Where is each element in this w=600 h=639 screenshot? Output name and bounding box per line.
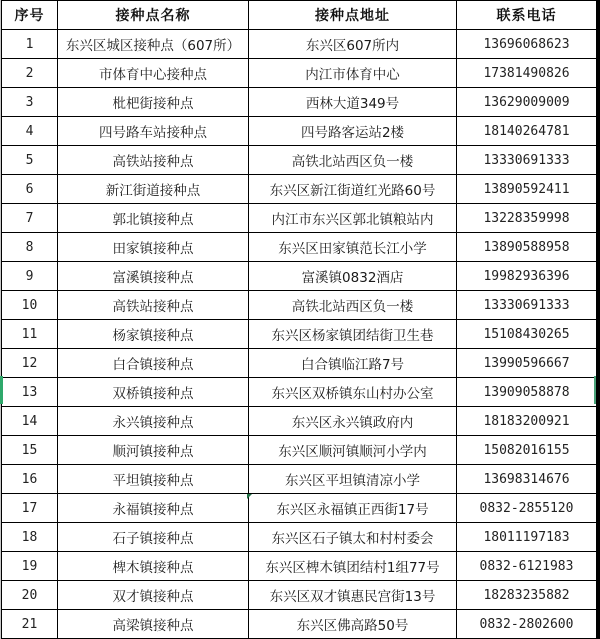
- cell-no[interactable]: 2: [2, 59, 58, 88]
- cell-site-address[interactable]: 东兴区永福镇正西街17号: [249, 494, 457, 523]
- table-row: [2, 465, 597, 494]
- cell-site-address[interactable]: 内江市东兴区郭北镇粮站内: [249, 204, 457, 233]
- vaccination-sites-table: [1, 0, 597, 639]
- cell-phone[interactable]: 18183200921: [457, 407, 597, 436]
- cell-no[interactable]: 9: [2, 262, 58, 291]
- cell-no[interactable]: 12: [2, 349, 58, 378]
- cell-site-address[interactable]: 东兴区田家镇范长江小学: [249, 233, 457, 262]
- cell-no[interactable]: 21: [2, 610, 58, 639]
- table-row: [2, 204, 597, 233]
- cell-phone[interactable]: 17381490826: [457, 59, 597, 88]
- cell-site-address[interactable]: 内江市体育中心: [249, 59, 457, 88]
- cell-no[interactable]: 11: [2, 320, 58, 349]
- cell-site-name[interactable]: 白合镇接种点: [58, 349, 249, 378]
- header-name[interactable]: 接种点名称: [58, 1, 249, 30]
- cell-no[interactable]: 18: [2, 523, 58, 552]
- table-row: [2, 407, 597, 436]
- cell-phone[interactable]: 13890592411: [457, 175, 597, 204]
- cell-phone[interactable]: 13696068623: [457, 30, 597, 59]
- cell-phone[interactable]: 0832-2802600: [457, 610, 597, 639]
- table-row: [2, 88, 597, 117]
- cell-phone[interactable]: 13330691333: [457, 146, 597, 175]
- cell-site-name[interactable]: 双桥镇接种点: [58, 378, 249, 407]
- table-row: [2, 610, 597, 639]
- table-row: [2, 233, 597, 262]
- cell-phone[interactable]: 19982936396: [457, 262, 597, 291]
- cell-site-name[interactable]: 顺河镇接种点: [58, 436, 249, 465]
- cell-phone[interactable]: 0832-2855120: [457, 494, 597, 523]
- cell-no[interactable]: 19: [2, 552, 58, 581]
- cell-site-address[interactable]: 东兴区石子镇太和村村委会: [249, 523, 457, 552]
- cell-phone[interactable]: 15108430265: [457, 320, 597, 349]
- cell-no[interactable]: 16: [2, 465, 58, 494]
- cell-site-name[interactable]: 田家镇接种点: [58, 233, 249, 262]
- table-row: [2, 320, 597, 349]
- table-row: [2, 378, 597, 407]
- cell-phone[interactable]: 18011197183: [457, 523, 597, 552]
- table-body: [2, 30, 597, 639]
- cell-site-name[interactable]: 市体育中心接种点: [58, 59, 249, 88]
- cell-phone[interactable]: 13990596667: [457, 349, 597, 378]
- cell-site-name[interactable]: 东兴区城区接种点（607所）: [58, 30, 249, 59]
- cell-site-address[interactable]: 东兴区平坦镇清凉小学: [249, 465, 457, 494]
- cell-site-address[interactable]: 西林大道349号: [249, 88, 457, 117]
- cell-site-address[interactable]: 东兴区永兴镇政府内: [249, 407, 457, 436]
- table-row: [2, 436, 597, 465]
- table-row: [2, 523, 597, 552]
- cell-site-name[interactable]: 高梁镇接种点: [58, 610, 249, 639]
- header-no[interactable]: 序号: [2, 1, 58, 30]
- table-row: [2, 291, 597, 320]
- row-selection-marker: [0, 376, 3, 404]
- cell-site-name[interactable]: 石子镇接种点: [58, 523, 249, 552]
- cell-no[interactable]: 17: [2, 494, 58, 523]
- table-row: [2, 262, 597, 291]
- cell-site-address[interactable]: 东兴区双才镇惠民宫街13号: [249, 581, 457, 610]
- table-row: [2, 494, 597, 523]
- right-edge-bar: [596, 0, 600, 639]
- cell-site-address[interactable]: 东兴区607所内: [249, 30, 457, 59]
- cell-no[interactable]: 20: [2, 581, 58, 610]
- cell-phone[interactable]: 18283235882: [457, 581, 597, 610]
- table-row: [2, 175, 597, 204]
- cell-site-address[interactable]: 东兴区杨家镇团结街卫生巷: [249, 320, 457, 349]
- cell-site-name[interactable]: 高铁站接种点: [58, 146, 249, 175]
- header-phone[interactable]: 联系电话: [457, 1, 597, 30]
- cell-no[interactable]: 14: [2, 407, 58, 436]
- cell-site-name[interactable]: 富溪镇接种点: [58, 262, 249, 291]
- cell-site-address[interactable]: 四号路客运站2楼: [249, 117, 457, 146]
- table-row: [2, 146, 597, 175]
- table-row: [2, 349, 597, 378]
- cell-site-name[interactable]: 新江街道接种点: [58, 175, 249, 204]
- header-row: [2, 1, 597, 30]
- cell-no[interactable]: 4: [2, 117, 58, 146]
- table-row: [2, 59, 597, 88]
- cell-site-address[interactable]: 高铁北站西区负一楼: [249, 291, 457, 320]
- cell-site-name[interactable]: 永福镇接种点: [58, 494, 249, 523]
- cell-site-name[interactable]: 永兴镇接种点: [58, 407, 249, 436]
- cell-site-name[interactable]: 双才镇接种点: [58, 581, 249, 610]
- cell-no[interactable]: 1: [2, 30, 58, 59]
- cell-no[interactable]: 3: [2, 88, 58, 117]
- cell-site-name[interactable]: 杨家镇接种点: [58, 320, 249, 349]
- cell-site-address[interactable]: 白合镇临江路7号: [249, 349, 457, 378]
- cell-site-address[interactable]: 高铁北站西区负一楼: [249, 146, 457, 175]
- header-address[interactable]: 接种点地址: [249, 1, 457, 30]
- cell-phone[interactable]: 0832-6121983: [457, 552, 597, 581]
- cell-no[interactable]: 8: [2, 233, 58, 262]
- cell-site-name[interactable]: 高铁站接种点: [58, 291, 249, 320]
- table-row: [2, 552, 597, 581]
- table-row: [2, 581, 597, 610]
- cell-no[interactable]: 13: [2, 378, 58, 407]
- cell-no[interactable]: 7: [2, 204, 58, 233]
- cell-no[interactable]: 10: [2, 291, 58, 320]
- table-row: [2, 117, 597, 146]
- cell-site-address[interactable]: 东兴区新江街道红光路60号: [249, 175, 457, 204]
- cell-site-name[interactable]: 平坦镇接种点: [58, 465, 249, 494]
- table-row: [2, 30, 597, 59]
- cell-phone[interactable]: 13228359998: [457, 204, 597, 233]
- cell-site-name[interactable]: 四号路车站接种点: [58, 117, 249, 146]
- cell-no[interactable]: 15: [2, 436, 58, 465]
- cell-no[interactable]: 5: [2, 146, 58, 175]
- cell-phone[interactable]: 13629009009: [457, 88, 597, 117]
- cell-site-address[interactable]: 东兴区双桥镇东山村办公室: [249, 378, 457, 407]
- cell-site-address[interactable]: 东兴区椑木镇团结村1组77号: [249, 552, 457, 581]
- cell-site-name[interactable]: 郭北镇接种点: [58, 204, 249, 233]
- cell-phone[interactable]: 15082016155: [457, 436, 597, 465]
- cell-site-address[interactable]: 东兴区顺河镇顺河小学内: [249, 436, 457, 465]
- cell-phone[interactable]: 13909058878: [457, 378, 597, 407]
- cell-site-address[interactable]: 东兴区佛高路50号: [249, 610, 457, 639]
- cell-phone[interactable]: 13890588958: [457, 233, 597, 262]
- cell-site-address[interactable]: 富溪镇0832酒店: [249, 262, 457, 291]
- cell-site-name[interactable]: 椑木镇接种点: [58, 552, 249, 581]
- cell-no[interactable]: 6: [2, 175, 58, 204]
- cell-phone[interactable]: 18140264781: [457, 117, 597, 146]
- cell-phone[interactable]: 13330691333: [457, 291, 597, 320]
- cell-phone[interactable]: 13698314676: [457, 465, 597, 494]
- cell-site-name[interactable]: 枇杷街接种点: [58, 88, 249, 117]
- cell-fill-handle-icon[interactable]: [247, 494, 252, 499]
